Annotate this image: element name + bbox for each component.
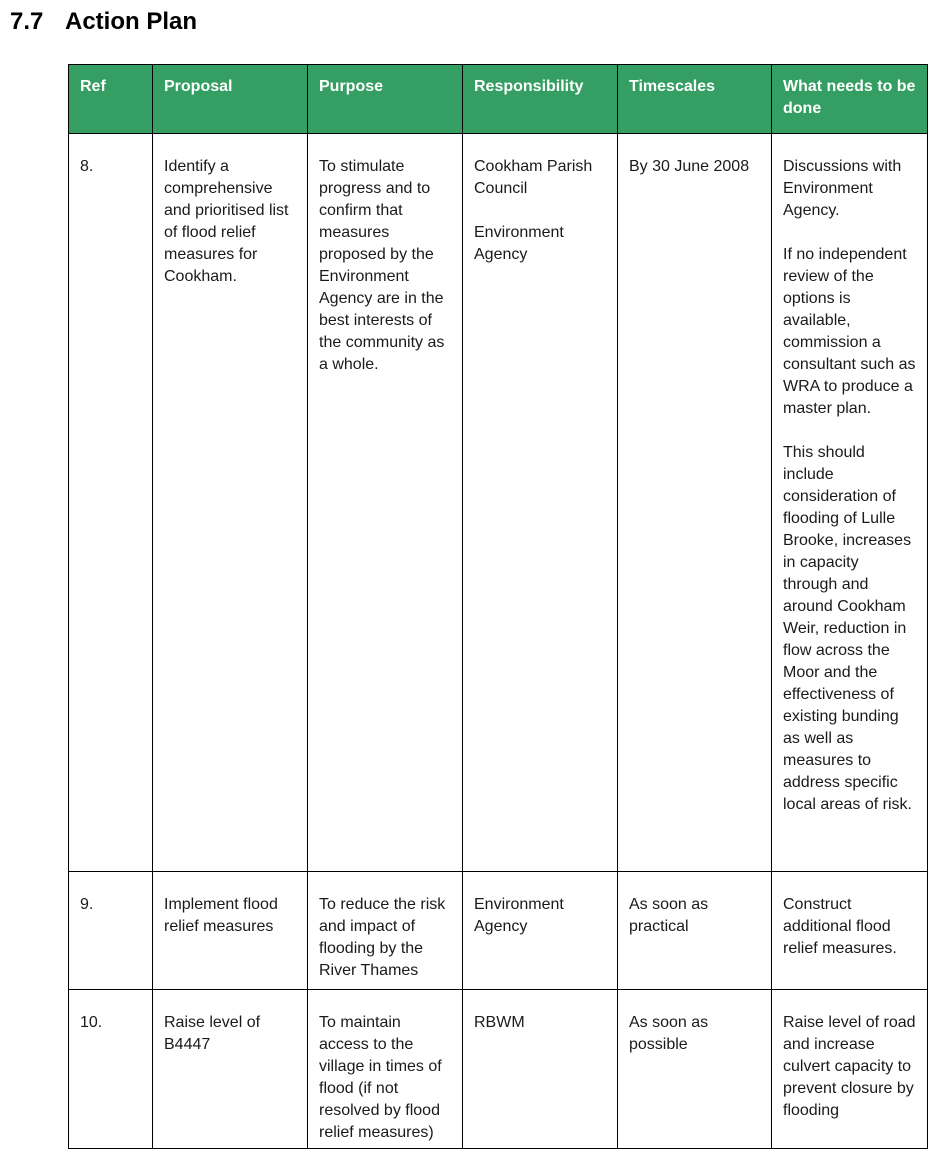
cell-ref: 8. bbox=[69, 134, 153, 872]
table-header-row bbox=[69, 65, 928, 134]
section-heading bbox=[10, 8, 197, 36]
cell-text: Implement flood relief measures bbox=[164, 896, 278, 935]
cell-purpose bbox=[308, 134, 463, 872]
cell-text: Raise level of road and increase culvert capacity to prevent closure by flooding bbox=[783, 1014, 916, 1119]
cell-timescales bbox=[618, 990, 772, 1149]
cell-text: To reduce the risk and impact of flooding by the River Thames bbox=[319, 896, 446, 979]
header-responsibility: Responsibility bbox=[463, 65, 618, 134]
header-ref: Ref bbox=[69, 65, 153, 134]
section-number: 7.7 bbox=[10, 8, 44, 35]
cell-text: As soon as possible bbox=[629, 1014, 709, 1053]
table-row bbox=[69, 990, 928, 1149]
table-row bbox=[69, 872, 928, 990]
cell-text: This should include consideration of flooding of Lulle Brooke, increases in capacity through and around Cookham Weir, reduction in flow across the Moor and the effectiveness of existing bunding as well as measures to address specific local areas of risk. bbox=[783, 444, 912, 813]
cell-proposal bbox=[153, 990, 308, 1149]
cell-text: Construct additional flood relief measures. bbox=[783, 896, 897, 957]
cell-text: Environment Agency bbox=[474, 896, 564, 935]
cell-text: If no independent review of the options is available, commission a consultant such as WRA to produce a master plan. bbox=[783, 246, 916, 417]
cell-ref: 10. bbox=[69, 990, 153, 1149]
header-what-needs-to-be-done: What needs to be done bbox=[772, 65, 928, 134]
cell-timescales bbox=[618, 134, 772, 872]
cell-text: Environment Agency bbox=[474, 224, 564, 263]
cell-purpose bbox=[308, 990, 463, 1149]
cell-responsibility bbox=[463, 990, 618, 1149]
cell-text: Cookham Parish Council bbox=[474, 158, 593, 197]
action-plan-table bbox=[68, 64, 928, 1149]
cell-text: Discussions with Environment Agency. bbox=[783, 158, 902, 219]
cell-ref: 9. bbox=[69, 872, 153, 990]
section-title: Action Plan bbox=[65, 8, 198, 35]
cell-timescales bbox=[618, 872, 772, 990]
cell-responsibility bbox=[463, 134, 618, 872]
header-timescales: Timescales bbox=[618, 65, 772, 134]
cell-responsibility bbox=[463, 872, 618, 990]
cell-purpose bbox=[308, 872, 463, 990]
header-proposal: Proposal bbox=[153, 65, 308, 134]
cell-text: To stimulate progress and to confirm that measures proposed by the Environment Agency are in the best interests of the community as a whole. bbox=[319, 158, 445, 373]
header-purpose: Purpose bbox=[308, 65, 463, 134]
cell-proposal bbox=[153, 872, 308, 990]
cell-text: Identify a comprehensive and prioritised list of flood relief measures for Cookham. bbox=[164, 158, 289, 285]
cell-text: As soon as practical bbox=[629, 896, 709, 935]
cell-text: RBWM bbox=[474, 1014, 525, 1031]
cell-actions bbox=[772, 872, 928, 990]
cell-text: By 30 June 2008 bbox=[629, 158, 750, 175]
cell-text: To maintain access to the village in times of flood (if not resolved by flood relief measures) bbox=[319, 1014, 442, 1141]
cell-actions bbox=[772, 134, 928, 872]
table-row bbox=[69, 134, 928, 872]
cell-actions bbox=[772, 990, 928, 1149]
cell-proposal bbox=[153, 134, 308, 872]
cell-text: Raise level of B4447 bbox=[164, 1014, 261, 1053]
